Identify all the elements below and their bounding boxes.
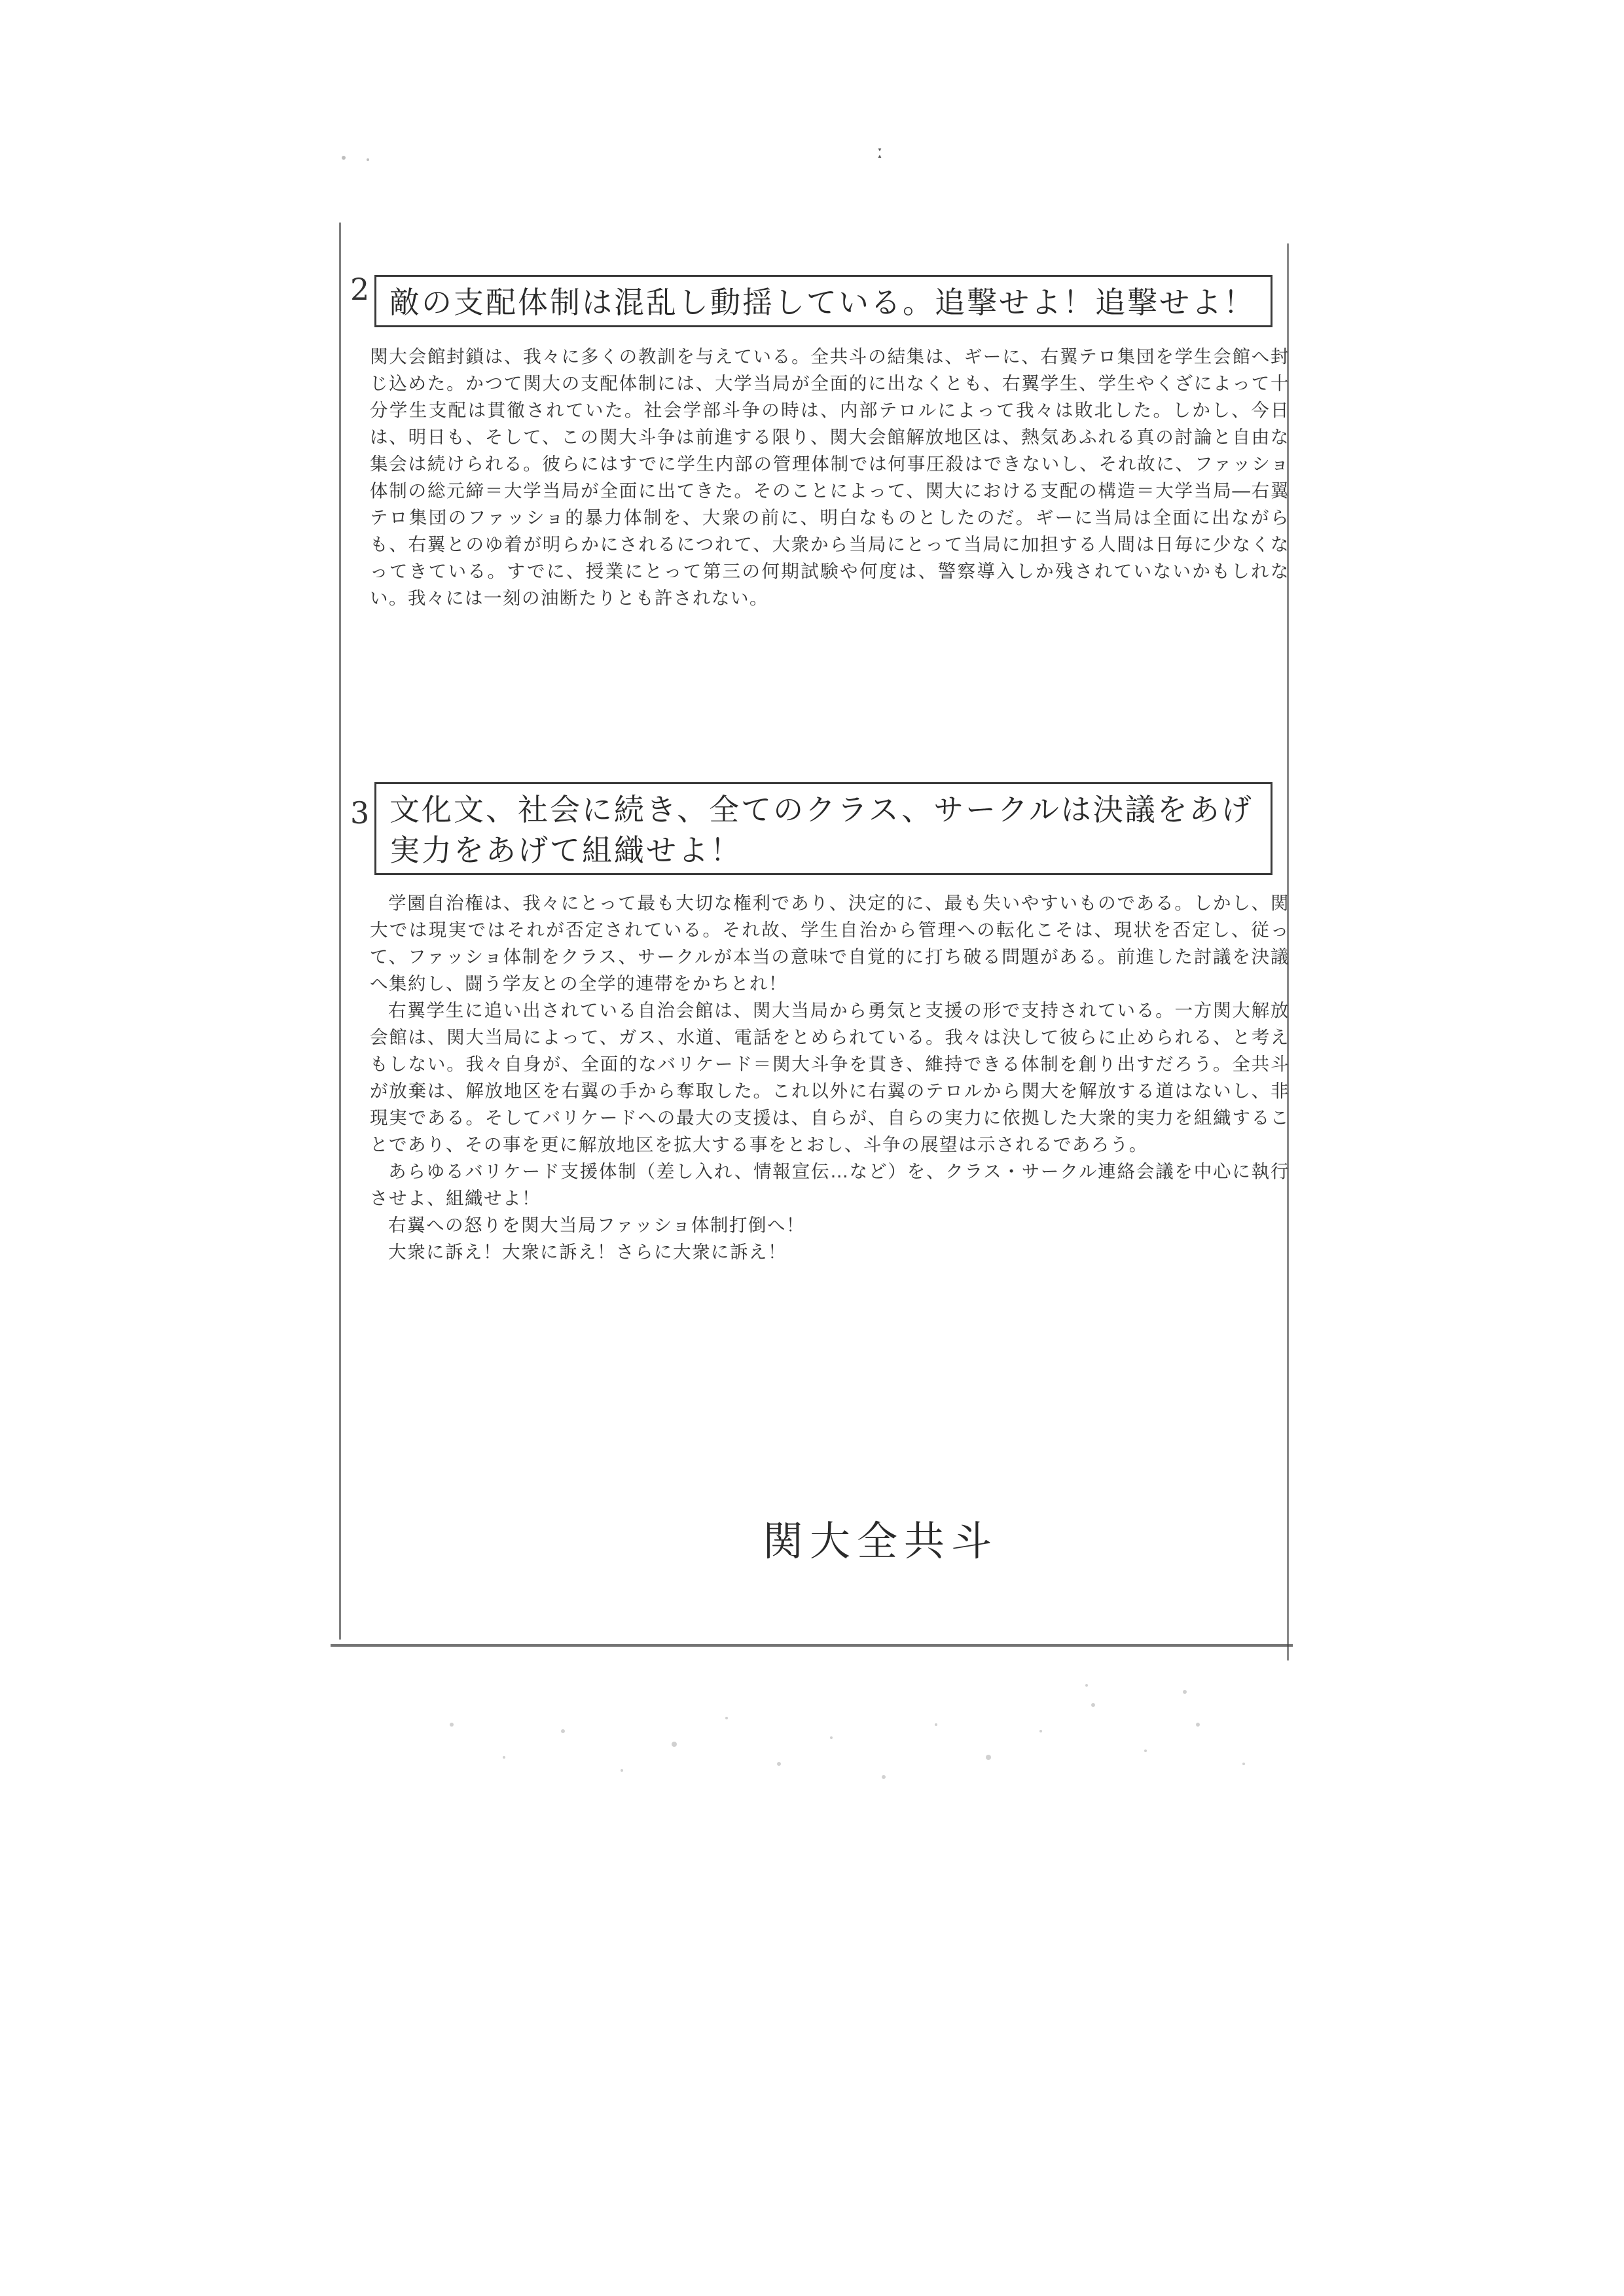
section-3-paragraph-1: 学園自治権は、我々にとって最も大切な権利であり、決定的に、最も失いやすいものである。しかし、関大では現実ではそれが否定されている。それ故、学生自治から管理への転化こそは、現状を否定し、従って、ファッショ体制をクラス、サークルが本当の意味で自覚的に打ち破る問題がある。前進した討議を決議へ集約し、闘う学友との全学的連帯をかちとれ！ [370,893,1290,994]
section-3-paragraph-2: 右翼学生に追い出されている自治会館は、関大当局から勇気と支援の形で支持されている。一方関大解放会館は、関大当局によって、ガス、水道、電話をとめられている。我々は決して彼らに止められる、と考えもしない。我々自身が、全面的なバリケード＝関大斗争を貫き、維持できる体制を創り出すだろう。全共斗が放棄は、解放地区を右翼の手から奪取した。これ以外に右翼のテロルから関大を解放する道はないし、非現実である。そしてバリケードへの最大の支援は、自らが、自らの実力に依拠した大衆的実力を組織することであり、その事を更に解放地区を拡大する事をとおし、斗争の展望は示されるであろう。 [370,1000,1290,1155]
section-2-body [370,344,1290,612]
section-3-heading-line2: 実力をあげて組織せよ！ [389,833,742,868]
signature: 関大全共斗 [763,1517,999,1565]
section-2-heading-text: 敵の支配体制は混乱し動揺している。追撃せよ！追撃せよ！ [389,285,1255,320]
section-3-body [370,890,1290,1266]
scan-noise [425,1666,1309,1810]
section-2-number: 2 [350,272,370,307]
section-3-slogan-1: 右翼への怒りを関大当局ファッショ体制打倒へ！ [388,1215,805,1236]
section-3-paragraph-3: あらゆるバリケード支援体制（差し入れ、情報宣伝…など）を、クラス・サークル連絡会議を中心に執行させよ、組織せよ！ [370,1161,1290,1209]
section-2-heading [374,275,1272,327]
section-3-heading-line1: 文化文、社会に続き、全てのクラス、サークルは決議をあげ [389,792,1254,827]
section-3-heading [374,782,1272,875]
section-3-slogan-2: 大衆に訴え！大衆に訴え！さらに大衆に訴え！ [388,1242,787,1263]
frame-bottom-border [331,1644,1293,1647]
frame-left-border [339,223,341,1640]
section-2-paragraph: 関大会館封鎖は、我々に多くの教訓を与えている。全共斗の結集は、ギーに、右翼テロ集団を学生会館へ封じ込めた。かつて関大の支配体制には、大学当局が全面的に出なくとも、右翼学生、学生やくざによって十分学生支配は貫徹されていた。社会学部斗争の時は、内部テロルによって我々は敗北した。しかし、今日は、明日も、そして、この関大斗争は前進する限り、関大会館解放地区は、熱気あふれる真の討論と自由な集会は続けられる。彼らにはすでに学生内部の管理体制では何事圧殺はできないし、それ故に、ファッショ体制の総元締＝大学当局が全面に出てきた。そのことによって、関大における支配の構造＝大学当局―右翼テロ集団のファッショ的暴力体制を、大衆の前に、明白なものとしたのだ。ギーに当局は全面に出ながらも、右翼とのゆ着が明らかにされるにつれて、大衆から当局にとって当局に加担する人間は日毎に少なくなってきている。すでに、授業にとって第三の何期試験や何度は、警察導入しか残されていないかもしれない。我々には一刻の油断たりとも許されない。 [370,346,1290,609]
section-3-number: 3 [350,795,370,831]
